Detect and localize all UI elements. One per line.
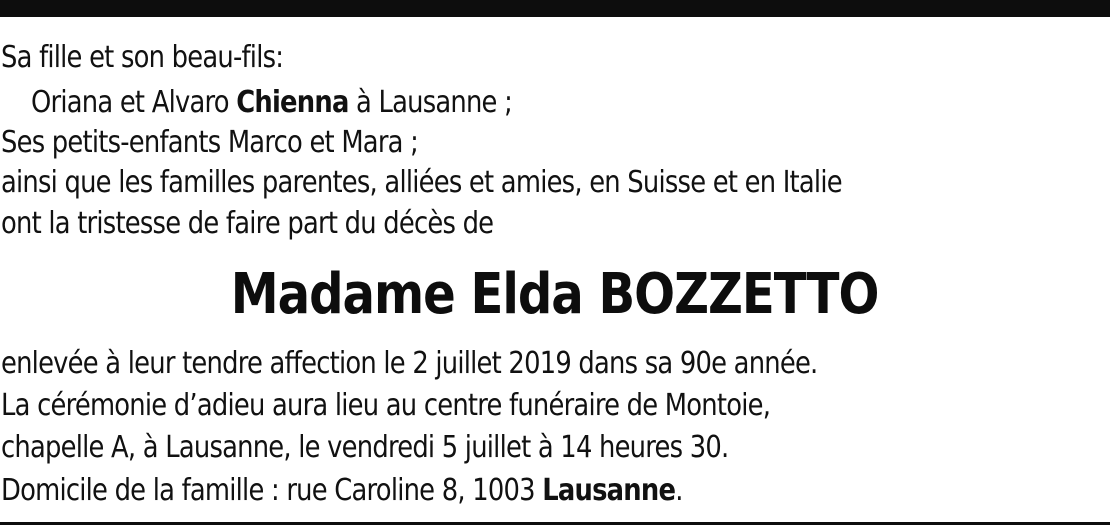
address-line-prefix: Domicile de la famille : rue Caroline 8, 1003	[1, 473, 543, 508]
children-line-suffix: à Lausanne ;	[348, 85, 513, 120]
death-line: enlevée à leur tendre affection le 2 juillet 2019 dans sa 90e année.	[1, 346, 818, 381]
children-line	[31, 84, 512, 122]
children-surname: Chienna	[236, 85, 349, 120]
ceremony-line-2: chapelle A, à Lausanne, le vendredi 5 juillet à 14 heures 30.	[1, 430, 729, 465]
address-line-suffix: .	[675, 473, 683, 508]
grandchildren-line: Ses petits-enfants Marco et Mara ;	[1, 125, 419, 160]
announcement-line: ont la tristesse de faire part du décès de	[1, 206, 494, 241]
address-city: Lausanne	[542, 473, 676, 508]
address-line	[1, 472, 683, 510]
deceased-name	[0, 262, 1110, 328]
relatives-line: ainsi que les familles parentes, alliées et amies, en Suisse et en Italie	[1, 165, 842, 200]
bottom-rule	[0, 522, 1110, 525]
family-intro-line: Sa fille et son beau-fils:	[1, 40, 284, 75]
children-line-prefix: Oriana et Alvaro	[31, 85, 237, 120]
deceased-name-text: Madame Elda BOZZETTO	[231, 262, 879, 327]
ceremony-line-1: La cérémonie d’adieu aura lieu au centre funéraire de Montoie,	[1, 388, 771, 423]
